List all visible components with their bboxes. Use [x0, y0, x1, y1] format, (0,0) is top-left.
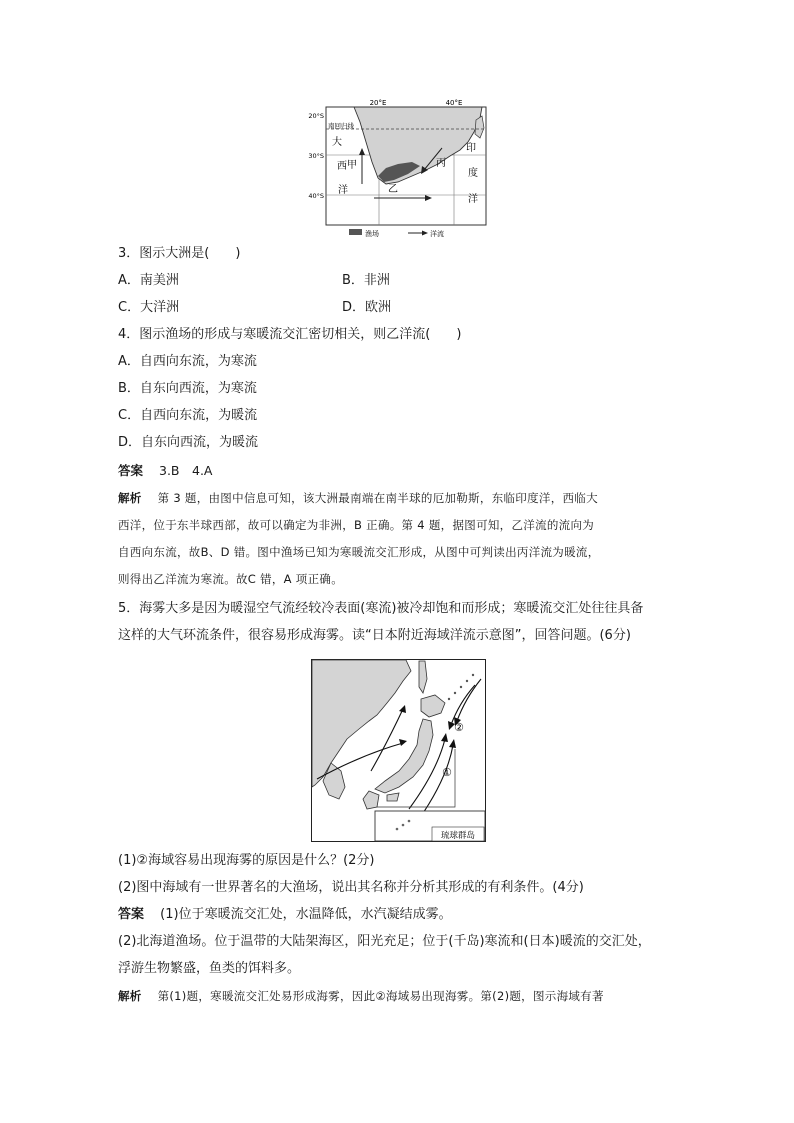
q5-stem-line-1: 5．海雾大多是因为暖湿空气流经较冷表面(寒流)被冷却饱和而形成；寒暖流交汇处往往具备	[118, 601, 644, 616]
current-label-jia: 甲	[347, 160, 357, 171]
lat-label-30S: 30°S	[308, 152, 324, 160]
lon-label-20E: 20°E	[369, 99, 387, 107]
answer2-line-2: (2)北海道渔场。位于温带的大陆架海区，阳光充足；位于(千岛)寒流和(日本)暖流的交汇处，	[118, 934, 651, 949]
q5-stem-line-2: 这样的大气环流条件，很容易形成海雾。读“日本附近海域洋流示意图”，回答问题。(6分)	[118, 628, 631, 643]
ocean-indian-2: 度	[468, 168, 478, 179]
answer2-label: 答案	[118, 907, 145, 922]
q4-option-b: B．自东向西流，为寒流	[118, 381, 257, 396]
analysis1-line-3: 自西向东流，故B、D 错。图中渔场已知为寒暖流交汇形成，从图中可判读出丙洋流为暖流，	[118, 545, 600, 559]
inset-label: 琉球群岛	[440, 831, 476, 841]
analysis2-label: 解析	[118, 989, 142, 1003]
marker-2: ②	[454, 721, 464, 734]
current-label-bing: 丙	[436, 158, 446, 169]
analysis1-label: 解析	[118, 491, 142, 505]
answer1	[118, 462, 212, 480]
lat-label-40S: 40°S	[308, 192, 324, 200]
analysis2	[118, 988, 604, 1004]
marker-1: ①	[442, 766, 452, 779]
analysis1-line-1: 解析 第 3 题，由图中信息可知，该大洲最南端在南半球的厄加勒斯，东临印度洋，西临大	[118, 491, 598, 505]
lon-label-40E: 40°E	[445, 99, 463, 107]
ocean-atlantic-3: 洋	[338, 185, 348, 196]
q4-option-a: A．自西向东流，为寒流	[118, 354, 257, 369]
ocean-indian-3: 洋	[468, 194, 478, 205]
current-label-yi: 乙	[388, 184, 398, 195]
legend-fishery-label: 渔场	[365, 230, 379, 238]
answer2-line-3: 浮游生物繁盛，鱼类的饵料多。	[118, 961, 301, 976]
q4-option-c: C．自西向东流，为暖流	[118, 408, 258, 423]
japan-current-map	[311, 659, 486, 842]
analysis1-line-2: 西洋，位于东半球西部，故可以确定为非洲，B 正确。第 4 题，据图可知，乙洋流的流向为	[118, 518, 595, 532]
q3-option-c: C．大洋洲	[118, 300, 180, 315]
africa-current-map	[304, 98, 494, 240]
legend-fishery-swatch	[349, 229, 362, 235]
legend-current-arrowhead	[422, 231, 428, 236]
q4-stem: 4．图示渔场的形成与寒暖流交汇密切相关，则乙洋流( )	[118, 327, 462, 342]
ocean-indian-1: 印	[466, 143, 476, 154]
analysis2-text: 第(1)题，寒暖流交汇处易形成海雾，因此②海域易出现海雾。第(2)题，图示海域有著	[157, 989, 604, 1003]
q4-option-d: D．自东向西流，为暖流	[118, 435, 259, 450]
answer1-label: 答案	[118, 463, 144, 478]
analysis1-line-4: 则得出乙洋流为寒流。故C 错，A 项正确。	[118, 572, 344, 586]
answer1-text: 3.B 4.A	[159, 463, 213, 478]
legend-current-label: 洋流	[430, 230, 444, 238]
q3-option-a: A．南美洲	[118, 273, 179, 288]
answer2-line-1: 答案 (1)位于寒暖流交汇处，水温降低，水汽凝结成雾。	[118, 907, 452, 922]
sub-question-2: (2)图中海域有一世界著名的大渔场，说出其名称并分析其形成的有利条件。(4分)	[118, 880, 584, 895]
q3-option-b: B．非洲	[342, 273, 390, 288]
q3-option-d: D．欧洲	[342, 300, 392, 315]
sub-question-1: (1)②海域容易出现海雾的原因是什么？(2分)	[118, 853, 375, 868]
q3-stem: 3．图示大洲是( )	[118, 246, 241, 261]
tropic-label: 南回归线	[328, 122, 354, 130]
lat-label-20S: 20°S	[308, 112, 324, 120]
ocean-atlantic-2: 西	[337, 161, 347, 172]
ocean-atlantic-1: 大	[332, 137, 342, 148]
